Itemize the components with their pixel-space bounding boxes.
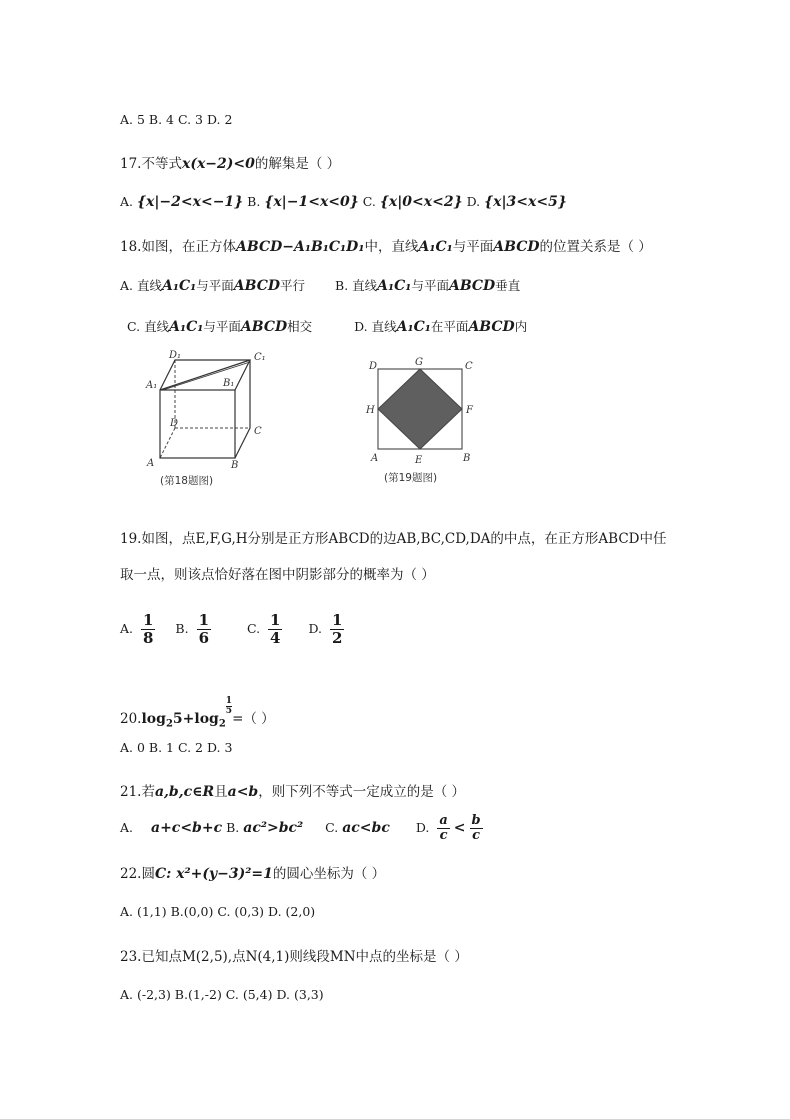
q19-opt-c-num: 1: [270, 611, 281, 629]
q21-opt-d-den1: c: [439, 828, 448, 843]
q22-prefix: 22.圆: [120, 866, 155, 882]
q19-opt-c-label: C.: [246, 621, 261, 636]
q22-expr: C: x²+(y−3)²=1: [154, 866, 273, 882]
q21-suffix: ，则下列不等式一定成立的是（ ）: [258, 784, 466, 800]
q18-mid: 中，直线: [364, 239, 419, 255]
q18-line: A₁C₁: [418, 239, 453, 255]
q18-opt-a-pre: A. 直线: [120, 278, 162, 293]
q21-opt-b-label: B.: [226, 820, 240, 835]
q18-opt-d-mid: 在平面: [430, 319, 469, 334]
q20-prefix: 20.: [120, 711, 142, 727]
q18-opt-b-pre: B. 直线: [335, 278, 378, 293]
q18-opt-c-plane: ABCD: [240, 319, 288, 335]
q19-opt-d-label: D.: [308, 621, 323, 636]
label-c1: C₁: [254, 352, 266, 363]
q18-opt-c-pre: C. 直线: [127, 319, 170, 334]
q17-stem: [120, 152, 340, 172]
q21-opt-d-label: D.: [415, 820, 430, 835]
label-a: A: [371, 453, 379, 464]
q21-opt-d-den2: c: [472, 828, 481, 843]
q22-stem: [120, 862, 385, 882]
label-d: D: [170, 418, 179, 429]
q18-opt-a-plane: ABCD: [233, 278, 281, 294]
q18-opt-b-post: 垂直: [495, 278, 521, 293]
q19-opt-c-frac: [268, 612, 282, 647]
q19-opt-b-frac: [197, 612, 211, 647]
q18-opt-a-with: 与平面: [196, 278, 234, 293]
q19-opt-a-label: A.: [120, 621, 134, 636]
q19-opt-d-num: 1: [332, 611, 343, 629]
q22-options: A. (1,1) B.(0,0) C. (0,3) D. (2,0): [120, 904, 316, 919]
q19-line1: 19.如图，点E,F,G,H分别是正方形ABCD的边AB,BC,CD,DA的中点，在正方形ABCD中任: [120, 531, 667, 547]
q18-opt-d-plane: ABCD: [468, 319, 515, 335]
q17-opt-c-label: C.: [362, 194, 380, 209]
q17-opt-d-label: D.: [466, 194, 485, 209]
q18-opt-c-post: 相交: [287, 319, 313, 334]
shaded-rhombus: [378, 369, 462, 449]
figure-19-square: [362, 355, 482, 487]
q20-exp-num: 1: [225, 696, 233, 706]
q17-prefix: 17.不等式: [120, 156, 182, 172]
q17-expr: x(x−2)<0: [181, 156, 255, 172]
q17-options: [120, 194, 567, 210]
label-c: C: [254, 426, 262, 437]
q21-cond: a<b: [227, 784, 259, 800]
q21-opt-a-label: A.: [120, 820, 134, 835]
diagonal-a1c1: [160, 360, 250, 390]
label-b: B: [463, 453, 471, 464]
q18-opt-b-with: 与平面: [411, 278, 449, 293]
label-c: C: [465, 361, 473, 372]
q19-opt-b-den: 6: [198, 629, 209, 647]
label-h: H: [366, 405, 375, 416]
label-d: D: [369, 361, 378, 372]
q20-options: A. 0 B. 1 C. 2 D. 3: [120, 740, 233, 755]
q20-suffix: =（ ）: [232, 711, 275, 727]
q18-opt-d-post: 内: [514, 319, 528, 334]
q18-opt-d-line: A₁C₁: [396, 319, 431, 335]
q19-opt-a-den: 8: [143, 629, 154, 647]
q18-opt-a-post: 平行: [280, 278, 306, 293]
q19-opt-b-num: 1: [198, 611, 209, 629]
q20-sub-b: 2: [218, 718, 226, 730]
q21-opt-d-num2: b: [471, 813, 481, 828]
q18-plane: ABCD: [493, 239, 540, 255]
q18-opt-a-line: A₁C₁: [161, 278, 197, 294]
q19-line2: 取一点，则该点恰好落在图中阴影部分的概率为（ ）: [120, 567, 435, 583]
q18-opt-d-pre: D. 直线: [354, 319, 397, 334]
q21-mid: 且: [214, 784, 228, 800]
q22-suffix: 的圆心坐标为（ ）: [272, 866, 386, 882]
q18-suffix: 的位置关系是（ ）: [539, 239, 652, 255]
q17-opt-b-label: B.: [247, 194, 265, 209]
q23-options: A. (-2,3) B.(1,-2) C. (5,4) D. (3,3): [120, 987, 324, 1002]
edge-ad-hidden: [160, 428, 175, 458]
q18-prefix: 18.如图，在正方体: [120, 239, 236, 255]
q21-opt-d-num1: a: [439, 813, 448, 828]
q20-stem: [120, 697, 275, 730]
q21-opt-d-frac1: [437, 814, 449, 843]
q17-opt-c: {x|0<x<2}: [379, 194, 463, 210]
q20-arg-a: 5+log: [172, 711, 219, 727]
q20-exp-den: 5: [225, 706, 233, 716]
q20-log-a: log: [141, 711, 166, 727]
label-e: E: [415, 455, 423, 466]
q19-opt-a-num: 1: [143, 611, 154, 629]
q18-stem: [120, 235, 652, 255]
q17-opt-a-label: A.: [120, 194, 137, 209]
label-a1: A₁: [146, 380, 158, 391]
label-a: A: [147, 458, 155, 469]
q18-options-cd: [127, 317, 527, 335]
q21-opt-d-op: <: [453, 820, 466, 836]
label-g: G: [415, 357, 423, 368]
figure-18-cube: [140, 348, 280, 490]
q16-options: A. 5 B. 4 C. 3 D. 2: [120, 112, 233, 127]
q18-opt-b-line: A₁C₁: [377, 278, 412, 294]
figure-19-caption: (第19题图): [384, 472, 438, 484]
q18-options-ab: [120, 276, 520, 294]
q21-options: [120, 814, 487, 843]
q19-opt-c-den: 4: [270, 629, 281, 647]
q18-cube: ABCD−A₁B₁C₁D₁: [235, 239, 365, 255]
label-f: F: [466, 405, 473, 416]
q19-opt-d-den: 2: [332, 629, 343, 647]
label-b: B: [231, 460, 239, 471]
q21-opt-c: ac<bc: [342, 820, 390, 836]
figure-18-caption: (第18题图): [160, 475, 214, 487]
label-b1: B₁: [223, 378, 235, 389]
q19-opt-d-frac: [330, 612, 344, 647]
q19-opt-a-frac: [141, 612, 155, 647]
q19-opt-b-label: B.: [175, 621, 189, 636]
q17-opt-b: {x|−1<x<0}: [264, 194, 359, 210]
q18-opt-c-with: 与平面: [203, 319, 241, 334]
q20-sub-a: 2: [165, 718, 173, 730]
q21-vars: a,b,c∈R: [154, 784, 215, 800]
q18-opt-c-line: A₁C₁: [169, 319, 204, 335]
q17-suffix: 的解集是（ ）: [254, 156, 341, 172]
label-d1: D₁: [169, 350, 182, 361]
q23-stem: 23.已知点M(2,5),点N(4,1)则线段MN中点的坐标是（ ）: [120, 949, 468, 965]
q17-opt-a: {x|−2<x<−1}: [136, 194, 244, 210]
q21-opt-d-frac2: [470, 814, 483, 843]
q19-options: [120, 612, 348, 647]
q21-opt-c-label: C.: [325, 820, 339, 835]
q21-opt-b: ac²>bc²: [243, 820, 304, 836]
q18-opt-b-plane: ABCD: [448, 278, 496, 294]
q21-stem: [120, 780, 465, 800]
q21-prefix: 21.若: [120, 784, 155, 800]
q18-mid2: 与平面: [452, 239, 494, 255]
q21-opt-a: a+c<b+c: [151, 820, 223, 836]
q17-opt-d: {x|3<x<5}: [484, 194, 567, 210]
